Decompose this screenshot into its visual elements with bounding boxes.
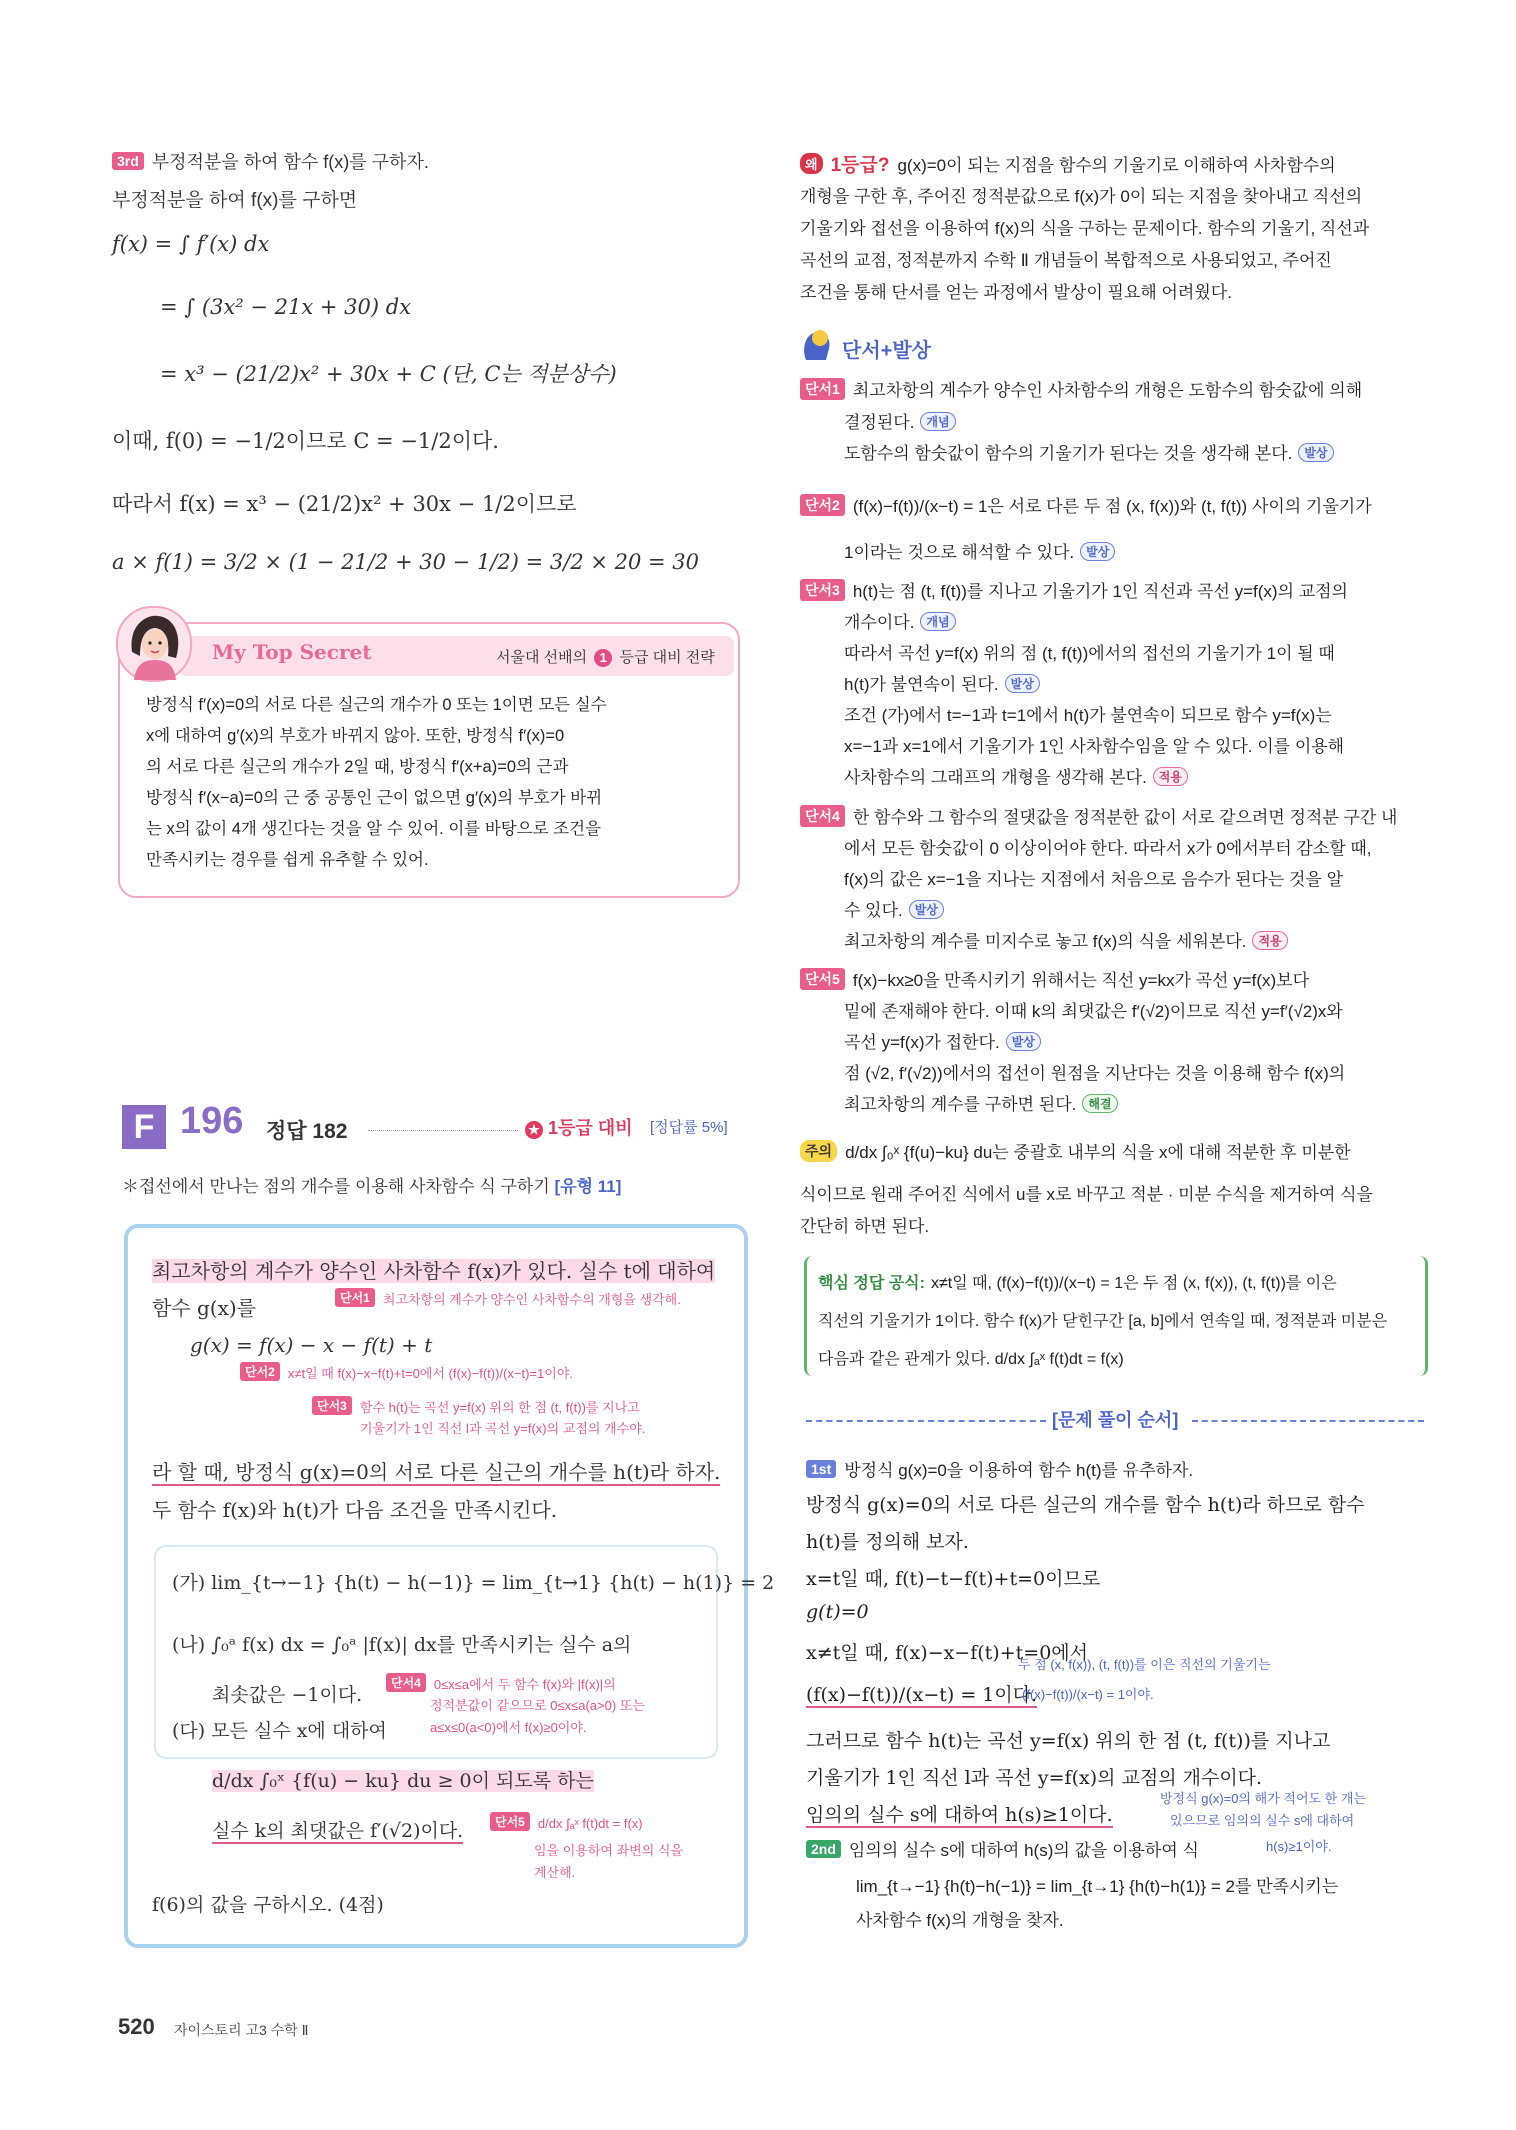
top-secret-box xyxy=(118,622,740,898)
core-line-3: 다음과 같은 관계가 있다. d/dx ∫ₐˣ f(t)dt = f(x) xyxy=(818,1351,1124,1368)
clue4-line-4 xyxy=(844,896,944,921)
caution-line-2: 식이므로 원래 주어진 식에서 u를 x로 바꾸고 적분 · 미분 수식을 제거하여 식을 xyxy=(800,1185,1373,1204)
clue-4-note-b: 정적분값이 같으므로 0≤x≤a(a>0) 또는 xyxy=(430,1698,645,1713)
step1-badge: 1st xyxy=(806,1460,836,1478)
type-line xyxy=(122,1172,621,1197)
secret-line: 방정식 f′(x)=0의 서로 다른 실근의 개수가 0 또는 1이면 모든 실수 xyxy=(146,696,607,714)
condition-c-3-text: 실수 k의 최댓값은 f′(√2)이다. xyxy=(212,1820,464,1842)
order-rule-left xyxy=(806,1420,1046,1422)
why-line-2: 개형을 구한 후, 주어진 정적분값으로 f(x)가 0이 되는 지점을 찾아내고 직선의 xyxy=(800,187,1363,206)
answer-label: 정답 182 xyxy=(266,1120,348,1143)
top-secret-body xyxy=(146,690,721,876)
clue-4-note-c: a≤x≤0(a<0)에서 f(x)≥0이야. xyxy=(430,1720,587,1735)
clue-1-tag: 단서1 xyxy=(335,1288,375,1307)
secret-line: 만족시키는 경우를 쉽게 유추할 수 있어. xyxy=(146,851,429,869)
clue-4-text-a: 0≤x≤a에서 두 함수 f(x)와 |f(x)|의 xyxy=(433,1677,616,1692)
step3-heading xyxy=(112,148,429,174)
clue3-tag: 단서3 xyxy=(800,579,845,601)
top-secret-subtitle xyxy=(496,646,715,667)
clue5-line-3 xyxy=(844,1028,1041,1053)
clue-5-note-c: 계산해. xyxy=(534,1865,576,1880)
clue3-text-4: h(t)가 불연속이 된다. xyxy=(844,675,999,694)
clue3-line-2 xyxy=(844,608,956,633)
step1-line-1: 방정식 g(x)=0의 서로 다른 실근의 개수를 함수 h(t)라 하므로 함수 xyxy=(806,1494,1365,1516)
clue-5-note-b: 임을 이용하여 좌변의 식을 xyxy=(534,1843,683,1858)
clue4-line-1 xyxy=(800,803,1397,828)
step1-line-9 xyxy=(806,1800,1113,1827)
idea-tag: 발상 xyxy=(1298,443,1333,462)
student-avatar xyxy=(116,606,192,682)
page-number: 520 xyxy=(118,2014,155,2039)
problem-line-2: 함수 g(x)를 xyxy=(152,1296,257,1320)
step1-note-1b: (f(x)−f(t))/(x−t) = 1이야. xyxy=(1022,1687,1154,1702)
clue-5-text-a: d/dx ∫ₐˣ f(t)dt = f(x) xyxy=(537,1816,643,1831)
why-text: g(x)=0이 되는 지점을 함수의 기울기로 이해하여 사차함수의 xyxy=(897,156,1336,175)
condition-c-2 xyxy=(212,1766,594,1793)
step3-intro: 부정적분을 하여 f(x)를 구하면 xyxy=(112,190,358,211)
clue-1-text: 최고차항의 계수가 양수인 사차함수의 개형을 생각해. xyxy=(382,1292,681,1307)
clue-5-tag: 단서5 xyxy=(490,1812,530,1831)
clue3-line-6: x=−1과 x=1에서 기울기가 1인 사차함수임을 알 수 있다. 이를 이용해 xyxy=(844,737,1345,756)
step1-heading xyxy=(806,1456,1193,1481)
clue3-text-1: h(t)는 점 (t, f(t))를 지나고 기울기가 1인 직선과 곡선 y=f(x)의 교점의 xyxy=(852,582,1348,601)
clue5-line-4: 점 (√2, f′(√2))에서의 접선이 원점을 지난다는 것을 이용해 함수 f(x)의 xyxy=(844,1064,1346,1083)
condition-c: (다) 모든 실수 x에 대하여 xyxy=(172,1720,387,1742)
step1-line-9-text: 임의의 실수 s에 대하여 h(s)≥1이다. xyxy=(806,1804,1113,1826)
clue-header xyxy=(800,326,931,366)
condition-c-3 xyxy=(212,1816,463,1843)
clue1-text-2: 결정된다. xyxy=(844,413,915,432)
core-label: 핵심 정답 공식: xyxy=(818,1275,925,1292)
why-line-4: 곡선의 교점, 정적분까지 수학 Ⅱ 개념들이 복합적으로 사용되었고, 주어진 xyxy=(800,251,1332,270)
solve-tag: 해결 xyxy=(1082,1094,1117,1113)
why-line-5: 조건을 통해 단서를 얻는 과정에서 발상이 필요해 어려웠다. xyxy=(800,283,1232,302)
clue-4-note xyxy=(386,1673,616,1693)
problem-number: 196 xyxy=(180,1100,244,1142)
clue1-line-3 xyxy=(844,439,1334,464)
problem-line-4-text: 라 할 때, 방정식 g(x)=0의 서로 다른 실근의 개수를 h(t)라 하자. xyxy=(152,1460,721,1484)
book-title: 자이스토리 고3 수학 Ⅱ xyxy=(174,2022,309,2038)
caution-tag: 주의 xyxy=(800,1140,837,1162)
step1-note-2c: h(s)≥1이야. xyxy=(1266,1839,1332,1854)
clue3-line-4 xyxy=(844,670,1040,695)
why-line-1 xyxy=(800,150,1336,177)
clue1-line-2 xyxy=(844,408,956,433)
step1-note-2a: 방정식 g(x)=0의 해가 적어도 한 개는 xyxy=(1160,1791,1366,1806)
clue-2-text: x≠t일 때 f(x)−x−f(t)+t=0에서 (f(x)−f(t))/(x−t)=1이야. xyxy=(287,1366,573,1381)
order-title: [문제 풀이 순서] xyxy=(1052,1410,1179,1430)
clue3-text-2: 개수이다. xyxy=(844,613,915,632)
subtitle-part-a: 서울대 선배의 xyxy=(496,649,588,666)
idea-tag: 발상 xyxy=(909,900,944,919)
step1-line-2: h(t)를 정의해 보자. xyxy=(806,1531,969,1553)
idea-tag: 발상 xyxy=(1080,542,1115,561)
problem-line-4 xyxy=(152,1456,720,1485)
step1-line-3: x=t일 때, f(t)−t−f(t)+t=0이므로 xyxy=(806,1568,1101,1590)
step1-line-8: 기울기가 1인 직선 l과 곡선 y=f(x)의 교점의 개수이다. xyxy=(806,1767,1263,1789)
step1-line-7: 그러므로 함수 h(t)는 곡선 y=f(x) 위의 한 점 (t, f(t))를 지나고 xyxy=(806,1730,1331,1752)
clue-1-note xyxy=(335,1288,681,1308)
type-ref-link[interactable]: [유형 11] xyxy=(554,1177,622,1196)
condition-a: (가) lim_{t→−1} {h(t) − h(−1)} = lim_{t→1} {h(t) − h(1)} = 2 xyxy=(172,1572,775,1594)
lightbulb-head-icon xyxy=(800,326,834,362)
clue5-text-5: 최고차항의 계수를 구하면 된다. xyxy=(844,1095,1077,1114)
core-line-1 xyxy=(818,1270,1337,1293)
step1-title: 방정식 g(x)=0을 이용하여 함수 h(t)를 유추하자. xyxy=(844,1461,1194,1480)
clue-3-note-b: 기울기가 1인 직선 l과 곡선 y=f(x)의 교점의 개수야. xyxy=(360,1421,646,1436)
clue-header-title: 단서+발상 xyxy=(842,340,931,362)
idea-tag: 발상 xyxy=(1005,674,1040,693)
student-avatar-icon xyxy=(118,608,190,680)
clue2-tag: 단서2 xyxy=(800,494,845,516)
step2-line-2: 사차함수 f(x)의 개형을 찾자. xyxy=(856,1911,1064,1930)
subtitle-number-circle: 1 xyxy=(594,649,612,667)
core-line-2: 직선의 기울기가 1이다. 함수 f(x)가 닫힌구간 [a, b]에서 연속일 때, 정적분과 미분은 xyxy=(818,1313,1388,1330)
concept-tag: 개념 xyxy=(920,412,955,431)
idea-tag: 발상 xyxy=(1006,1032,1041,1051)
order-rule-right xyxy=(1192,1420,1424,1422)
clue1-tag: 단서1 xyxy=(800,378,845,400)
step3-title: 부정적분을 하여 함수 f(x)를 구하자. xyxy=(151,152,429,172)
clue-2-note xyxy=(240,1362,573,1382)
clue4-line-2: 에서 모든 함숫값이 0 이상이어야 한다. 따라서 x가 0에서부터 감소할 때, xyxy=(844,839,1372,858)
clue5-text-1: f(x)−kx≥0을 만족시키기 위해서는 직선 y=kx가 곡선 y=f(x)보다 xyxy=(852,971,1310,990)
grade-label-text: 1등급 대비 xyxy=(548,1118,633,1138)
clue4-text-4: 수 있다. xyxy=(844,901,903,920)
star-icon: ★ xyxy=(525,1121,543,1139)
condition-b-2: 최솟값은 −1이다. xyxy=(212,1684,363,1706)
step2-badge: 2nd xyxy=(806,1840,841,1858)
clue2-text-2: 1이라는 것으로 해석할 수 있다. xyxy=(844,543,1075,562)
eq-6: a × f(1) = 3/2 × (1 − 21/2 + 30 − 1/2) = 3/2 × 20 = 30 xyxy=(112,550,700,574)
clue4-line-5 xyxy=(844,927,1288,952)
rate-label: [정답률 5%] xyxy=(650,1119,728,1136)
clue5-line-2: 밑에 존재해야 한다. 이때 k의 최댓값은 f′(√2)이므로 직선 y=f′(√2)x와 xyxy=(844,1002,1343,1021)
caution-text-1: d/dx ∫₀ˣ {f(u)−ku} du는 중괄호 내부의 식을 x에 대해 적분한 후 미분한 xyxy=(845,1143,1351,1162)
clue-4-tag: 단서4 xyxy=(386,1673,426,1692)
problem-line-5: 두 함수 f(x)와 h(t)가 다음 조건을 만족시킨다. xyxy=(152,1498,558,1522)
eq-1: f(x) = ∫ f′(x) dx xyxy=(112,232,270,256)
clue1-text-3: 도함수의 함숫값이 함수의 기울기가 된다는 것을 생각해 본다. xyxy=(844,444,1293,463)
clue1-text-1: 최고차항의 계수가 양수인 사차함수의 개형은 도함수의 함숫값에 의해 xyxy=(852,381,1363,400)
clue4-line-3: f(x)의 값은 x=−1을 지나는 지점에서 처음으로 음수가 된다는 것을 알 xyxy=(844,870,1343,889)
clue2-line-2 xyxy=(844,538,1115,563)
apply-tag: 적용 xyxy=(1153,767,1188,786)
problem-line-1-text: 최고차항의 계수가 양수인 사차함수 f(x)가 있다. 실수 t에 대하여 xyxy=(152,1259,716,1283)
clue5-text-3: 곡선 y=f(x)가 접한다. xyxy=(844,1033,1000,1052)
core-text-1: x≠t일 때, (f(x)−f(t))/(x−t) = 1은 두 점 (x, f(x)), (t, f(t))를 이은 xyxy=(930,1275,1337,1292)
secret-line: 는 x의 값이 4개 생긴다는 것을 알 수 있어. 이를 바탕으로 조건을 xyxy=(146,820,601,838)
clue5-line-5 xyxy=(844,1090,1118,1115)
caution-line-3: 간단히 하면 된다. xyxy=(800,1217,930,1236)
concept-tag: 개념 xyxy=(920,612,955,631)
dotted-leader xyxy=(368,1130,518,1131)
eq-5: 따라서 f(x) = x³ − (21/2)x² + 30x − 1/2이므로 xyxy=(112,492,577,516)
clue2-line-1 xyxy=(800,492,1372,517)
clue-3-text-a: 함수 h(t)는 곡선 y=f(x) 위의 한 점 (t, f(t))를 지나고 xyxy=(359,1400,640,1415)
problem-question: f(6)의 값을 구하시오. (4점) xyxy=(152,1894,384,1916)
step2-heading xyxy=(806,1836,1199,1861)
problem-line-1 xyxy=(152,1255,715,1284)
clue4-tag: 단서4 xyxy=(800,805,845,827)
step1-line-4: g(t)=0 xyxy=(806,1601,869,1623)
step1-line-5: x≠t일 때, f(x)−x−f(t)+t=0에서 xyxy=(806,1642,1088,1664)
step3-badge: 3rd xyxy=(112,152,144,170)
apply-tag: 적용 xyxy=(1252,931,1287,950)
clue5-tag: 단서5 xyxy=(800,968,845,990)
clue3-line-3: 따라서 곡선 y=f(x) 위의 점 (t, f(t))에서의 접선의 기울기가 1이 될 때 xyxy=(844,644,1335,663)
clue3-line-1 xyxy=(800,577,1348,602)
why-title: 1등급? xyxy=(830,155,890,176)
step1-line-6 xyxy=(806,1680,1037,1707)
clue3-line-7 xyxy=(844,763,1188,788)
secret-line: 방정식 f′(x−a)=0의 근 중 공통인 근이 없으면 g′(x)의 부호가 바뀌 xyxy=(146,789,603,807)
caution-line-1 xyxy=(800,1138,1351,1163)
step2-line-1: lim_{t→−1} {h(t)−h(−1)} = lim_{t→1} {h(t)−h(1)} = 2를 만족시키는 xyxy=(856,1877,1339,1896)
grade-label xyxy=(525,1114,633,1140)
condition-c-2-text: d/dx ∫₀ˣ {f(u) − ku} du ≥ 0이 되도록 하는 xyxy=(212,1770,594,1792)
clue5-line-1 xyxy=(800,966,1309,991)
clue4-text-5: 최고차항의 계수를 미지수로 놓고 f(x)의 식을 세워본다. xyxy=(844,932,1247,951)
clue-3-note xyxy=(312,1396,640,1416)
clue-2-tag: 단서2 xyxy=(240,1362,280,1381)
clue-5-note xyxy=(490,1812,643,1831)
clue-3-tag: 단서3 xyxy=(312,1396,352,1415)
clue3-text-7: 사차함수의 그래프의 개형을 생각해 본다. xyxy=(844,768,1147,787)
why-line-3: 기울기와 접선을 이용하여 f(x)의 식을 구하는 문제이다. 함수의 기울기, 직선과 xyxy=(800,219,1370,238)
step1-line-6-text: (f(x)−f(t))/(x−t) = 1이다. xyxy=(806,1684,1038,1706)
eq-4: 이때, f(0) = −1/2이므로 C = −1/2이다. xyxy=(112,429,499,453)
step1-note-1a: 두 점 (x, f(x)), (t, f(t))를 이은 직선의 기울기는 xyxy=(1018,1657,1271,1672)
subtitle-part-b: 등급 대비 전략 xyxy=(619,649,715,666)
secret-line: x에 대하여 g′(x)의 부호가 바뀌지 않아. 또한, 방정식 f′(x)=0 xyxy=(146,727,565,745)
why-badge: 왜 xyxy=(800,153,823,174)
secret-line: 의 서로 다른 실근의 개수가 2일 때, 방정식 f′(x+a)=0의 근과 xyxy=(146,758,569,776)
problem-letter-box: F xyxy=(122,1105,166,1149)
clue3-line-5: 조건 (가)에서 t=−1과 t=1에서 h(t)가 불연속이 되므로 함수 y=f(x)는 xyxy=(844,706,1332,725)
clue4-text-1: 한 함수와 그 함수의 절댓값을 정적분한 값이 서로 같으려면 정적분 구간 내 xyxy=(852,808,1398,827)
problem-line-3: g(x) = f(x) − x − f(t) + t xyxy=(190,1333,433,1357)
step1-note-2b: 있으므로 임의의 실수 s에 대하여 xyxy=(1170,1813,1355,1828)
type-line-text: ＊접선에서 만나는 점의 개수를 이용해 사차함수 식 구하기 xyxy=(122,1177,550,1196)
condition-b: (나) ∫₀ᵃ f(x) dx = ∫₀ᵃ |f(x)| dx를 만족시키는 실수 a의 xyxy=(172,1634,632,1656)
clue1-line-1 xyxy=(800,376,1362,401)
clue2-text-1: (f(x)−f(t))/(x−t) = 1은 서로 다른 두 점 (x, f(x))와 (t, f(t)) 사이의 기울기가 xyxy=(852,497,1372,516)
step2-title: 임의의 실수 s에 대하여 h(s)의 값을 이용하여 식 xyxy=(848,1841,1199,1860)
eq-2: = ∫ (3x² − 21x + 30) dx xyxy=(160,295,412,319)
eq-3: = x³ − (21/2)x² + 30x + C (단, C는 적분상수) xyxy=(160,362,617,386)
top-secret-title: My Top Secret xyxy=(212,640,372,664)
